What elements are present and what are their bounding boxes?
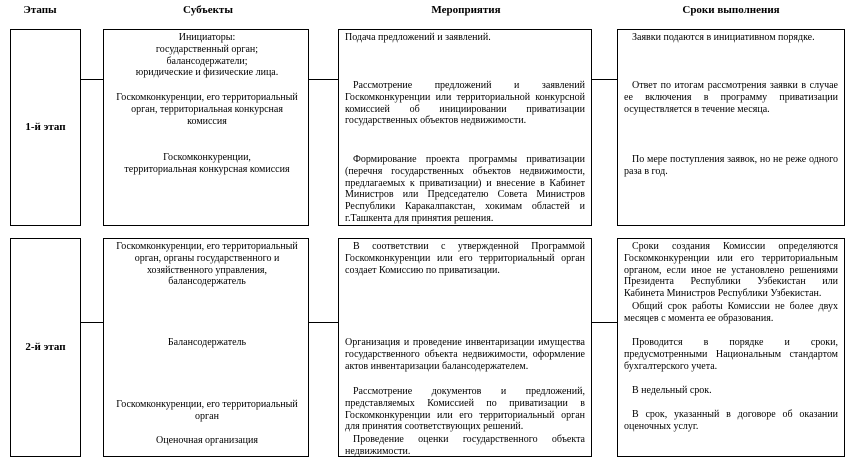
stage-1-deadline-1: Ответ по итогам рассмотрения заявки в случае ее включения в программу приватизации осуществляется в течение месяца. <box>624 80 838 115</box>
stage-2-deadline-1: Общий срок работы Комиссии не более двух месяцев с момента ее образования. <box>624 301 838 324</box>
header-subjects: Субъекты <box>183 4 233 16</box>
stage-2-deadline-0: Сроки создания Комиссии определяются Госкомконкуренции или его территориальным органом, если иное не установлено решениями Президента Республики Узбекистан или Кабинета Министров Республики Узбекистан. <box>624 241 838 300</box>
stage-2-activities-box <box>338 238 592 457</box>
header-activities: Мероприятия <box>431 4 501 16</box>
stage-1-subject-commission: Госкомконкуренции, территориальная конкурсная комиссия <box>124 152 290 175</box>
stage-2-label: 2-й этап <box>25 341 66 354</box>
header-deadlines: Сроки выполнения <box>682 4 780 16</box>
stage-1-deadlines-box <box>617 29 845 226</box>
stage-1-subjects-box <box>103 29 309 226</box>
stage-1-activity-review: Рассмотрение предложений и заявлений Госкомконкуренции или территориальной конкурсной комиссией об инициировании приватизации государственных объектов недвижимости. <box>345 80 585 127</box>
stage-1-activity-submission: Подача предложений и заявлений. <box>345 32 491 43</box>
stage-1-box <box>10 29 81 226</box>
stage-2-activity-commission: В соответствии с утвержденной Программой Госкомконкуренции или его территориальный орган создает Комиссию по приватизации. <box>345 241 585 276</box>
stage-1-subject-committee: Госкомконкуренции, его территориальный орган, территориальная конкурсная комиссия <box>116 92 298 127</box>
stage-2-subject-committee-bodies: Госкомконкуренции, его территориальный орган, органы государственного и хозяйственного управления, балансодержатель <box>116 241 298 288</box>
stage-2-deadline-3: В недельный срок. <box>632 385 712 396</box>
stage-1-subject-initiators: Инициаторы: государственный орган; балансодержатели; юридические и физические лица. <box>135 32 279 79</box>
stage-2-activity-documents: Рассмотрение документов и предложений, представляемых Комиссией по приватизации в Госкомконкуренции или его территориальный орган для принятия соответствующих решений. <box>345 386 585 433</box>
stage-2-activity-inventory: Организация и проведение инвентаризации имущества государственного объекта недвижимости, оформление актов инвентаризации балансодержателем. <box>345 337 585 372</box>
stage-2-deadlines-box <box>617 238 845 457</box>
stage-2-subject-committee: Госкомконкуренции, его территориальный орган <box>116 399 298 422</box>
stage-2-subject-appraiser: Оценочная организация <box>156 435 258 446</box>
stage-1-label: 1-й этап <box>25 121 66 134</box>
stage-1-activity-program: Формирование проекта программы приватизации (перечня государственных объектов недвижимости, предлагаемых к приватизации) и внесение в Кабинет Министров или Председателю Совета Министров Республики Каракалпакстан, хокимам областей и г.Ташкента для принятия решения. <box>345 154 585 224</box>
stage-1-deadline-2: По мере поступления заявок, но не реже одного раза в год. <box>624 154 838 177</box>
stage-2-box <box>10 238 81 457</box>
stage-1-activities-box <box>338 29 592 226</box>
header-stages: Этапы <box>23 4 57 16</box>
stage-2-deadline-2: Проводится в порядке и сроки, предусмотренными Национальным стандартом бухгалтерского учета. <box>624 337 838 372</box>
stage-2-deadline-4: В срок, указанный в договоре об оказании оценочных услуг. <box>624 409 838 432</box>
stage-1-deadline-0: Заявки подаются в инициативном порядке. <box>632 32 815 43</box>
stage-2-subject-balance-holder: Балансодержатель <box>167 337 247 348</box>
stage-2-activity-appraisal: Проведение оценки государственного объекта недвижимости. <box>345 434 585 457</box>
stage-2-subjects-box <box>103 238 309 457</box>
